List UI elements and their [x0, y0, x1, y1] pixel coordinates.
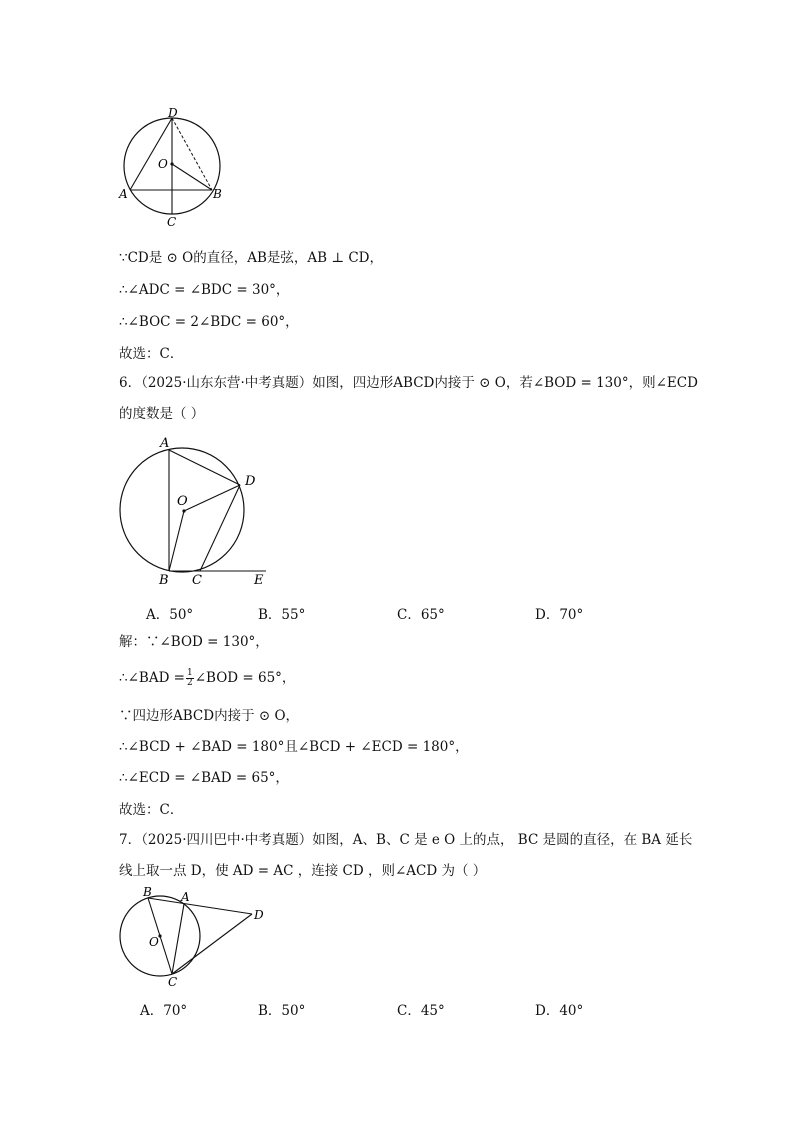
sol5-line-3: ∴∠BOC = 2∠BDC = 60°， — [119, 314, 299, 330]
center-point — [158, 934, 161, 937]
fraction-denominator: 2 — [187, 678, 193, 688]
sol6-line-1: 解：∵∠BOD = 130°， — [119, 634, 269, 650]
dashed-db — [172, 118, 212, 190]
label-a: A — [160, 436, 170, 451]
segment-ob — [169, 511, 184, 571]
label-d: D — [245, 474, 256, 489]
figure-q6 — [112, 434, 272, 594]
q7-option-c[interactable]: C．45° — [397, 1003, 445, 1019]
label-d: D — [254, 908, 264, 922]
sol6-line-4: ∴∠BCD + ∠BAD = 180°且∠BCD + ∠ECD = 180°， — [119, 739, 469, 755]
sol6-answer: 故选：C． — [119, 802, 184, 818]
sol6-line-2-prefix: ∴∠BAD = — [119, 670, 185, 686]
center-point — [182, 509, 185, 512]
sol6-line-5: ∴∠ECD = ∠BAD = 65°， — [119, 770, 289, 786]
segment-cd — [172, 914, 252, 974]
sol6-line-3: ∵四边形ABCD内接于 ⊙ O， — [119, 708, 300, 724]
q6-stem-line-1: 6．（2025·山东东营·中考真题）如图，四边形ABCD内接于 ⊙ O，若∠BOD = 130°，则∠ECD — [119, 375, 698, 391]
q6-option-b[interactable]: B．55° — [258, 607, 306, 623]
label-c: C — [192, 573, 202, 588]
label-d: D — [168, 106, 178, 120]
label-b: B — [213, 187, 222, 201]
label-a: A — [181, 890, 190, 904]
sol5-line-1: ∵CD是 ⊙ O的直径，AB是弦，AB ⊥ CD， — [119, 250, 383, 266]
fraction-one-half — [186, 669, 194, 688]
q7-option-b[interactable]: B．50° — [258, 1003, 306, 1019]
label-b: B — [143, 885, 152, 899]
sol5-answer: 故选：C． — [119, 346, 184, 362]
label-o: O — [158, 157, 168, 171]
q6-stem-line-2: 的度数是（ ） — [119, 406, 205, 422]
q6-option-a[interactable]: A．50° — [146, 607, 194, 623]
figure-circle-abcd-1 — [110, 102, 240, 232]
q6-option-c[interactable]: C．65° — [397, 607, 445, 623]
label-a: A — [119, 187, 128, 201]
fraction-numerator: 1 — [187, 668, 193, 678]
q7-stem-line-1: 7．（2025·四川巴中·中考真题）如图，A、B、C 是 e O 上的点， BC 是圆的直径，在 BA 延长 — [119, 832, 693, 848]
sol6-line-2-suffix: ∠BOD = 65°， — [194, 670, 296, 686]
segment-ad — [169, 450, 240, 485]
segment-ac — [172, 904, 184, 974]
label-b: B — [159, 573, 169, 588]
sol5-line-2: ∴∠ADC = ∠BDC = 30°， — [119, 282, 290, 298]
segment-dc — [200, 485, 240, 571]
segment-bd — [148, 898, 252, 914]
segment-od — [184, 485, 240, 511]
label-o: O — [177, 494, 188, 509]
circle-o — [120, 448, 244, 572]
figure-q7 — [112, 884, 272, 994]
label-e: E — [254, 573, 264, 588]
center-point — [170, 162, 173, 165]
q7-stem-line-2: 线上取一点 D，使 AD = AC ，连接 CD ，则∠ACD 为（ ） — [119, 863, 487, 879]
label-o: O — [149, 935, 159, 949]
label-c: C — [168, 975, 178, 989]
label-c: C — [167, 215, 177, 229]
segment-da — [130, 118, 172, 190]
q6-option-d[interactable]: D．70° — [535, 607, 584, 623]
q7-option-d[interactable]: D．40° — [535, 1003, 584, 1019]
segment-ob — [172, 164, 212, 190]
sol6-line-2 — [119, 669, 295, 688]
q7-option-a[interactable]: A．70° — [140, 1003, 188, 1019]
